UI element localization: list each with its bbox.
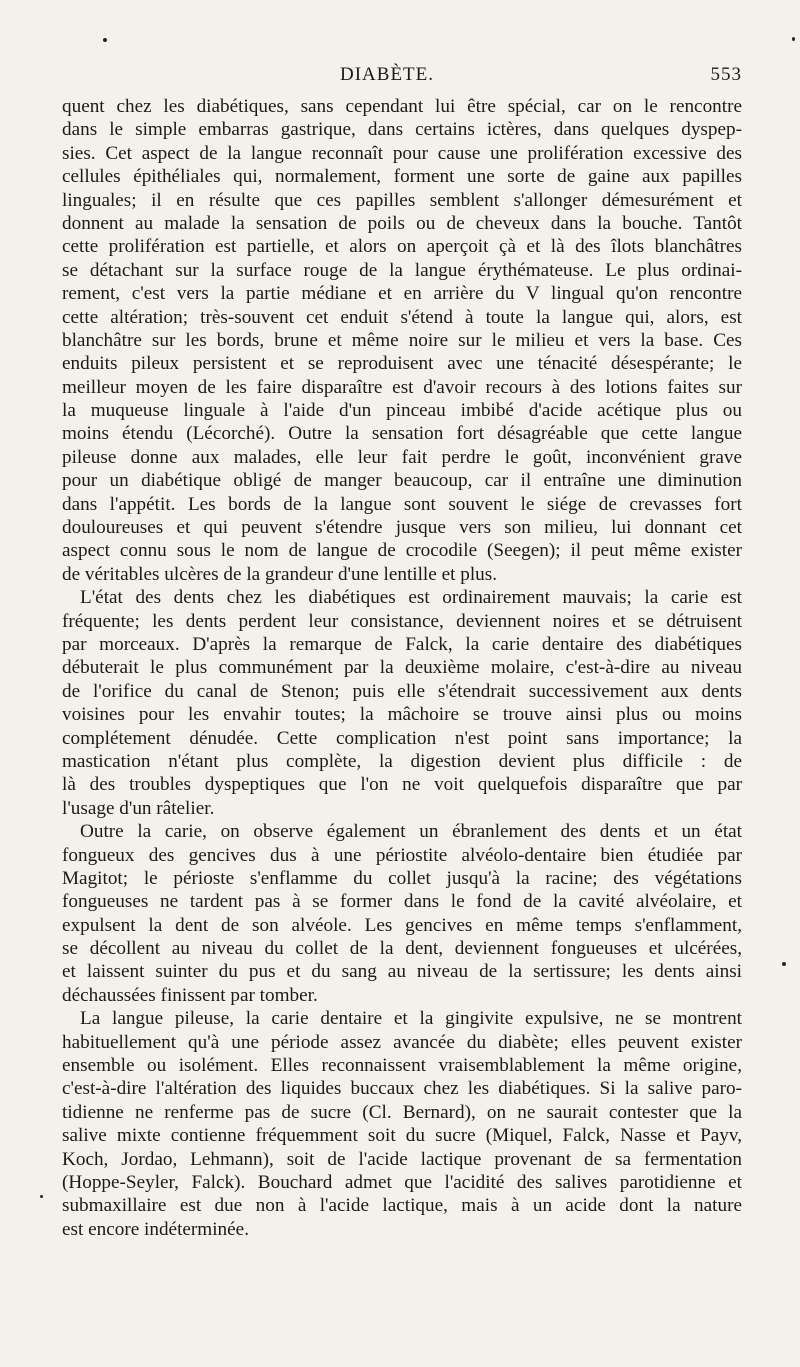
text-line: complétement dénudée. Cette complication n'est point sans importance; la bbox=[62, 727, 742, 749]
text-line: blanchâtre sur les bords, brune et même noire sur le milieu et vers la base. Ces bbox=[62, 329, 742, 351]
text-line: submaxillaire est due non à l'acide lactique, mais à un acide dont la nature bbox=[62, 1195, 742, 1217]
text-line: cellules épithéliales qui, normalement, forment une sorte de gaine aux papilles bbox=[62, 166, 742, 188]
page-number: 553 bbox=[710, 64, 742, 85]
text-line: rement, c'est vers la partie médiane et en arrière du V lingual qu'on rencontre bbox=[62, 283, 742, 305]
text-line: se détachant sur la surface rouge de la langue érythémateuse. Le plus ordinai- bbox=[62, 259, 742, 281]
text-line: fongueux des gencives dus à une périostite alvéolo-dentaire bien étudiée par bbox=[62, 844, 742, 866]
text-line: voisines pour les envahir toutes; la mâchoire se trouve ainsi plus ou moins bbox=[62, 704, 742, 726]
text-line: la muqueuse linguale à l'aide d'un pinceau imbibé d'acide acétique plus ou bbox=[62, 400, 742, 422]
text-line: Koch, Jordao, Lehmann), soit de l'acide lactique provenant de sa fermentation bbox=[62, 1148, 742, 1170]
running-header bbox=[62, 64, 742, 88]
paragraph bbox=[62, 95, 742, 586]
text-line: par morceaux. D'après la remarque de Falck, la carie dentaire des diabétiques bbox=[62, 633, 742, 655]
text-line: Magitot; le périoste s'enflamme du collet jusqu'à la racine; des végétations bbox=[62, 867, 742, 889]
running-title: DIABÈTE. bbox=[340, 64, 435, 85]
text-line: douloureuses et qui peuvent s'étendre jusque vers son milieu, lui donnant cet bbox=[62, 517, 742, 539]
text-line: moins étendu (Lécorché). Outre la sensation fort désagréable que cette langue bbox=[62, 423, 742, 445]
text-line: cette prolifération est partielle, et alors on aperçoit çà et là des îlots blanchâtres bbox=[62, 236, 742, 258]
text-line: tidienne ne renferme pas de sucre (Cl. Bernard), on ne saurait contester que la bbox=[62, 1101, 742, 1123]
scan-speck bbox=[40, 1195, 43, 1198]
text-line: meilleur moyen de les faire disparaître est d'avoir recours à des lotions faites sur bbox=[62, 376, 742, 398]
text-line: l'usage d'un râtelier. bbox=[62, 797, 215, 819]
body-text bbox=[62, 95, 742, 1241]
text-line: et laissent suinter du pus et du sang au niveau de la sertissure; les dents ainsi bbox=[62, 961, 742, 983]
text-line: linguales; il en résulte que ces papilles semblent s'allonger démesurément et bbox=[62, 189, 742, 211]
scan-speck bbox=[792, 37, 795, 41]
paragraph bbox=[62, 1007, 742, 1241]
text-line: de véritables ulcères de la grandeur d'une lentille et plus. bbox=[62, 563, 498, 585]
text-line: cette altération; très-souvent cet enduit s'étend à toute la langue qui, alors, est bbox=[62, 306, 742, 328]
text-line: sies. Cet aspect de la langue reconnaît pour cause une prolifération excessive des bbox=[62, 142, 742, 164]
text-line: enduits pileux persistent et se reproduisent avec une ténacité désespérante; le bbox=[62, 353, 742, 375]
text-line: fongueuses ne tardent pas à se former dans le fond de la cavité alvéolaire, et bbox=[62, 891, 742, 913]
text-line: donnent au malade la sensation de poils ou de cheveux dans la bouche. Tantôt bbox=[62, 212, 742, 234]
text-line: mastication n'étant plus complète, la digestion devient plus difficile : de bbox=[62, 750, 742, 772]
text-line: La langue pileuse, la carie dentaire et la gingivite expulsive, ne se montrent bbox=[80, 1008, 742, 1030]
text-line: là des troubles dyspeptiques que l'on ne voit quelquefois disparaître que par bbox=[62, 774, 742, 796]
text-line: (Hoppe-Seyler, Falck). Bouchard admet que l'acidité des salives parotidienne et bbox=[62, 1171, 742, 1193]
text-line: expulsent la dent de son alvéole. Les gencives en même temps s'enflamment, bbox=[62, 914, 742, 936]
text-line: aspect connu sous le nom de langue de crocodile (Seegen); il peut même exister bbox=[62, 540, 742, 562]
scan-speck bbox=[782, 962, 786, 966]
text-line: déchaussées finissent par tomber. bbox=[62, 984, 318, 1006]
text-line: pour un diabétique obligé de manger beaucoup, car il entraîne une diminution bbox=[62, 470, 742, 492]
text-line: de l'orifice du canal de Stenon; puis elle s'étendrait successivement aux dents bbox=[62, 680, 742, 702]
text-line: c'est-à-dire l'altération des liquides buccaux chez les diabétiques. Si la salive paro- bbox=[62, 1078, 742, 1100]
text-line: débuterait le plus communément par la deuxième molaire, c'est-à-dire au niveau bbox=[62, 657, 742, 679]
text-line: fréquente; les dents perdent leur consistance, deviennent noires et se détruisent bbox=[62, 610, 742, 632]
text-line: pileuse donne aux malades, elle leur fait perdre le goût, inconvénient grave bbox=[62, 446, 742, 468]
text-line: quent chez les diabétiques, sans cependant lui être spécial, car on le rencontre bbox=[62, 96, 742, 117]
paragraph bbox=[62, 586, 742, 820]
text-line: se décollent au niveau du collet de la dent, deviennent fongueuses et ulcérées, bbox=[62, 938, 742, 960]
text-line: est encore indéterminée. bbox=[62, 1218, 249, 1240]
text-line: dans l'appétit. Les bords de la langue sont souvent le siége de crevasses fort bbox=[62, 493, 742, 515]
scan-speck bbox=[103, 38, 107, 42]
text-line: L'état des dents chez les diabétiques est ordinairement mauvais; la carie est bbox=[80, 587, 742, 609]
paragraph bbox=[62, 820, 742, 1007]
text-line: habituellement qu'à une période assez avancée du diabète; elles peuvent exister bbox=[62, 1031, 742, 1053]
text-line: salive mixte contienne fréquemment soit du sucre (Miquel, Falck, Nasse et Payv, bbox=[62, 1125, 742, 1147]
text-line: dans le simple embarras gastrique, dans certains ictères, dans quelques dyspep- bbox=[62, 119, 742, 141]
text-line: Outre la carie, on observe également un ébranlement des dents et un état bbox=[80, 821, 742, 843]
text-line: ensemble ou isolément. Elles reconnaissent vraisemblablement la même origine, bbox=[62, 1055, 742, 1077]
